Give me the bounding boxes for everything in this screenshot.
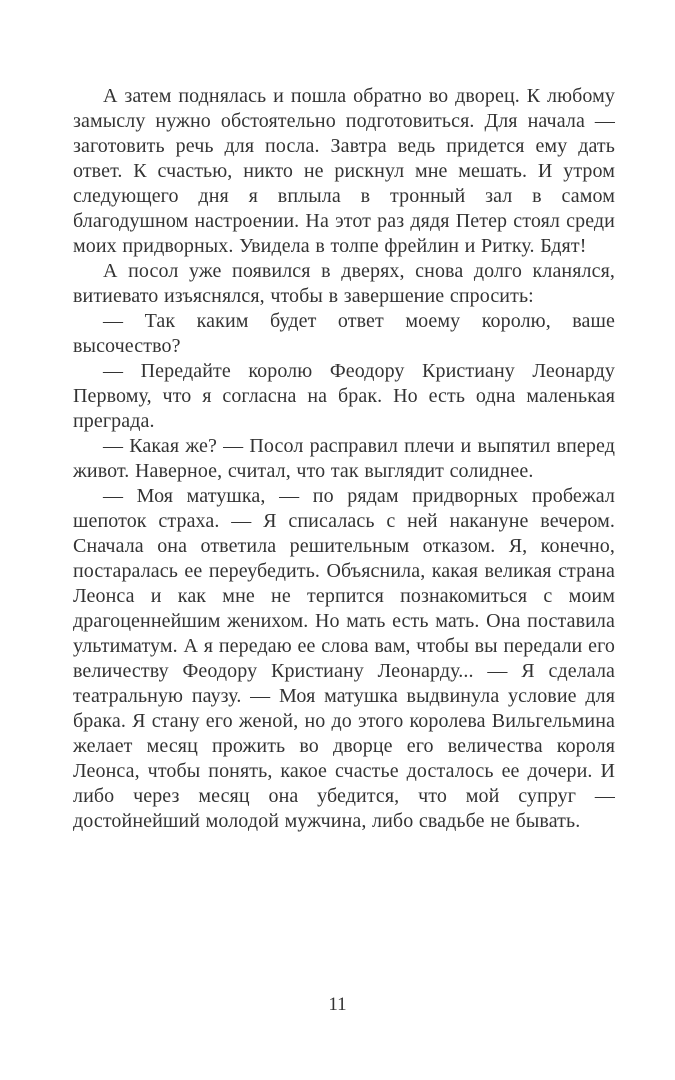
paragraph: А затем поднялась и пошла обратно во дворец. К любому замыслу нужно обстоятельно подготовиться. Для начала — заготовить речь для посла. Завтра ведь придется ему дать ответ. К счастью, никто не рискнул мне мешать. И утром следующего дня я вплыла в тронный зал в самом благодушном настроении. На этот раз дядя Петер стоял среди моих придворных. Увидела в толпе фрейлин и Ритку. Бдят!: [73, 85, 615, 257]
dialogue-paragraph: — Передайте королю Феодору Кристиану Леонарду Первому, что я согласна на брак. Но есть одна маленькая преграда.: [73, 360, 615, 432]
dialogue-paragraph: — Моя матушка, — по рядам придворных пробежал шепоток страха. — Я списалась с ней накануне вечером. Сначала она ответила решительным отказом. Я, конечно, постаралась ее переубедить. Объяснила, какая великая страна Леонса и как мне не терпится познакомиться с моим драгоценнейшим женихом. Но мать есть мать. Она поставила ультиматум. А я передаю ее слова вам, чтобы вы передали его величеству Феодору Кристиану Леонарду... — Я сделала театральную паузу. — Моя матушка выдвинула условие для брака. Я стану его женой, но до этого королева Вильгельмина желает месяц прожить во дворце его величества короля Леонса, чтобы понять, какое счастье досталось ее дочери. И либо через месяц она убедится, что мой супруг — достойнейший молодой мужчина, либо свадьбе не бывать.: [73, 485, 615, 832]
page-number: 11: [328, 994, 347, 1015]
paragraph: А посол уже появился в дверях, снова долго кланялся, витиевато изъяснялся, чтобы в завершение спросить:: [73, 260, 615, 307]
text-block: [73, 84, 615, 834]
dialogue-paragraph: — Так каким будет ответ моему королю, ваше высочество?: [73, 310, 615, 357]
dialogue-paragraph: — Какая же? — Посол расправил плечи и выпятил вперед живот. Наверное, считал, что так выглядит солиднее.: [73, 435, 615, 482]
